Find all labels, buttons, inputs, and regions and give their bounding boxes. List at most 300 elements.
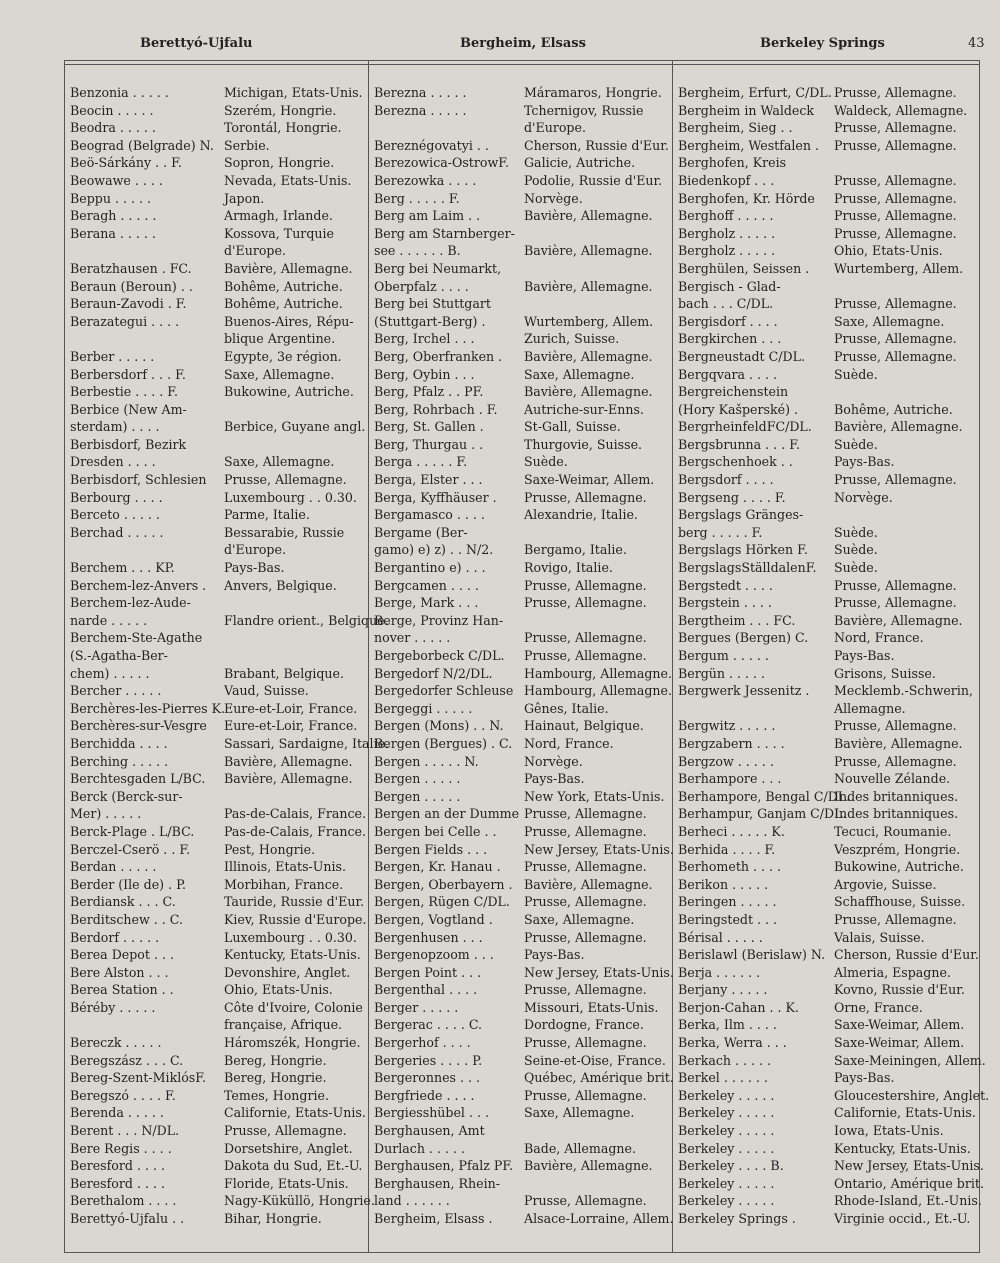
- gazetteer-entry: [678, 999, 974, 1017]
- gazetteer-entry: [374, 665, 672, 683]
- place-name: Bergen (Bergues) . C.: [374, 735, 513, 751]
- gazetteer-entry: [70, 1122, 362, 1140]
- place-name: Bergen, Vogtland .: [374, 911, 493, 927]
- place-name: Berhida . . . . F.: [678, 841, 776, 857]
- place-name: Bergsbrunna . . . F.: [678, 436, 800, 452]
- gazetteer-entry: [678, 911, 974, 929]
- place-location: Nord, France.: [524, 735, 614, 751]
- place-location: Kiev, Russie d'Europe.: [224, 911, 367, 927]
- place-location: Wurtemberg, Allem.: [524, 313, 654, 329]
- place-location: Prusse, Allemagne.: [834, 225, 957, 241]
- place-location: Dorsetshire, Anglet.: [224, 1140, 353, 1156]
- place-location: Bukowine, Autriche.: [834, 859, 964, 875]
- place-name: Bergiesshübel . . .: [374, 1105, 489, 1121]
- gazetteer-entry: [374, 823, 666, 841]
- gazetteer-entry: [678, 1210, 974, 1228]
- gazetteer-entry: [678, 823, 974, 841]
- gazetteer-entry: [70, 629, 362, 647]
- place-name: Bergeries . . . . P.: [374, 1052, 483, 1068]
- gazetteer-entry: [678, 172, 974, 190]
- place-name: Berchem . . . KP.: [70, 560, 175, 576]
- gazetteer-entry: [70, 524, 362, 542]
- place-name: Berga . . . . . F.: [374, 454, 468, 470]
- place-location: française, Afrique.: [224, 1017, 343, 1033]
- place-name: Beraun-Zavodi . F.: [70, 296, 187, 312]
- place-name: Berg, Oybin . . .: [374, 366, 475, 382]
- gazetteer-entry: [70, 700, 362, 718]
- place-location: Suède.: [834, 524, 878, 540]
- place-location: Saxe-Weimar, Allem.: [834, 1017, 965, 1033]
- place-location: Máramaros, Hongrie.: [524, 85, 662, 100]
- gazetteer-entry: [678, 524, 974, 542]
- place-name: Benzonia . . . . .: [70, 85, 169, 100]
- place-name: Bergeborbeck C/DL.: [374, 648, 505, 663]
- gazetteer-entry: [374, 190, 666, 208]
- place-location: d'Europe.: [524, 120, 586, 136]
- gazetteer-entry: [678, 506, 974, 524]
- place-name: Bergseng . . . . F.: [678, 489, 786, 505]
- gazetteer-entry: [70, 735, 390, 753]
- place-name: Berka, Werra . . .: [678, 1035, 787, 1051]
- place-location: Bavière, Allemagne.: [524, 243, 653, 259]
- gazetteer-entry: [70, 330, 362, 348]
- gazetteer-entry: [374, 700, 666, 718]
- place-location: Bavière, Allemagne.: [224, 753, 353, 769]
- place-location: Cherson, Russie d'Eur.: [524, 137, 669, 153]
- gazetteer-entry: [70, 436, 362, 454]
- gazetteer-entry: [374, 348, 666, 366]
- gazetteer-entry: [70, 225, 362, 243]
- place-name: land . . . . . .: [374, 1193, 450, 1209]
- place-name: Berethalom . . . .: [70, 1193, 177, 1209]
- gazetteer-entry: [678, 700, 974, 718]
- place-name: Bergisdorf . . . .: [678, 313, 778, 329]
- place-location: Kossova, Turquie: [224, 225, 334, 241]
- place-location: Prusse, Allemagne.: [834, 348, 957, 364]
- gazetteer-entry: [374, 506, 666, 524]
- gazetteer-entry: [374, 1175, 666, 1193]
- place-name: Berkach . . . . .: [678, 1052, 772, 1068]
- place-location: Pest, Hongrie.: [224, 841, 316, 857]
- gazetteer-entry: [678, 1122, 974, 1140]
- place-location: Tauride, Russie d'Eur.: [224, 894, 365, 910]
- gazetteer-entry: [678, 84, 974, 102]
- place-name: Berenda . . . . .: [70, 1105, 164, 1121]
- place-location: Brabant, Belgique.: [224, 665, 344, 681]
- gazetteer-entry: [70, 788, 362, 806]
- place-name: Berg, Irchel . . .: [374, 331, 475, 347]
- place-name: gamo) e) z) . . N/2.: [374, 542, 494, 558]
- place-name: Berg bei Stuttgart: [374, 296, 491, 312]
- place-location: Prusse, Allemagne.: [524, 929, 647, 945]
- gazetteer-entry: [374, 735, 666, 753]
- gazetteer-entry: [678, 453, 974, 471]
- place-name: Berga, Elster . . .: [374, 472, 483, 488]
- place-name: nover . . . . .: [374, 630, 451, 646]
- gazetteer-entry: [374, 1122, 666, 1140]
- place-name: Bergheim, Elsass .: [374, 1211, 493, 1226]
- place-location: Morbihan, France.: [224, 876, 344, 892]
- gazetteer-entry: [678, 770, 974, 788]
- gazetteer-entry: [70, 929, 362, 947]
- gazetteer-entry: [678, 471, 974, 489]
- place-name: Berbice (New Am-: [70, 401, 187, 417]
- gazetteer-entry: [374, 788, 666, 806]
- running-header: [0, 36, 1000, 56]
- place-name: Beograd (Belgrade) N.: [70, 137, 214, 153]
- place-name: Beppu . . . . .: [70, 190, 151, 206]
- place-name: Berent . . . N/DL.: [70, 1123, 180, 1139]
- place-name: Berka, Ilm . . . .: [678, 1017, 777, 1033]
- gazetteer-entry: [70, 453, 362, 471]
- place-name: Bergzabern . . . .: [678, 735, 785, 751]
- place-name: Bergreichenstein: [678, 384, 789, 400]
- gazetteer-entry: [70, 418, 366, 436]
- gazetteer-entry: [70, 541, 362, 559]
- place-name: Berja . . . . . .: [678, 964, 761, 980]
- place-name: berg . . . . . F.: [678, 524, 763, 540]
- place-location: Prusse, Allemagne.: [834, 595, 957, 611]
- gazetteer-entry: [678, 418, 974, 436]
- place-name: Bergcamen . . . .: [374, 577, 479, 593]
- place-location: Prusse, Allemagne.: [834, 296, 957, 312]
- place-name: Bergen . . . . .: [374, 771, 461, 787]
- place-location: Ohio, Etats-Unis.: [834, 243, 943, 259]
- gazetteer-entry: [374, 876, 666, 894]
- place-location: Saxe, Allemagne.: [524, 911, 635, 927]
- place-location: Prusse, Allemagne.: [834, 120, 957, 136]
- place-location: Bavière, Allemagne.: [524, 348, 653, 364]
- gazetteer-entry: [374, 964, 674, 982]
- gazetteer-entry: [678, 647, 974, 665]
- gazetteer-entry: [70, 119, 362, 137]
- place-location: Bavière, Allemagne.: [524, 1158, 653, 1174]
- gazetteer-entry: [678, 1157, 984, 1175]
- place-location: Eure-et-Loir, France.: [224, 718, 358, 734]
- place-name: Bergslags Hörken F.: [678, 542, 808, 558]
- gazetteer-entry: [678, 366, 974, 384]
- place-location: Zurich, Suisse.: [524, 331, 620, 347]
- place-location: Bohême, Autriche.: [224, 278, 343, 294]
- place-location: Prusse, Allemagne.: [524, 806, 647, 822]
- gazetteer-entry: [70, 1175, 362, 1193]
- gazetteer-entry: [374, 242, 666, 260]
- place-name: Bergstein . . . .: [678, 595, 772, 611]
- place-name: Berghofen, Kreis: [678, 155, 787, 171]
- place-name: Bergame (Ber-: [374, 524, 468, 540]
- place-name: Berghülen, Seissen .: [678, 260, 810, 276]
- gazetteer-entry: [374, 524, 666, 542]
- place-location: Bavière, Allemagne.: [524, 384, 653, 400]
- place-location: Serbie.: [224, 137, 270, 153]
- place-location: Armagh, Irlande.: [224, 208, 333, 224]
- place-name: Bergheim, Westfalen .: [678, 137, 819, 153]
- gazetteer-entry: [374, 313, 666, 331]
- gazetteer-entry: [70, 242, 362, 260]
- place-name: Bergzow . . . . .: [678, 753, 774, 769]
- place-name: Bergedorf N/2/DL.: [374, 665, 493, 681]
- place-location: New York, Etats-Unis.: [524, 788, 665, 804]
- place-location: Bihar, Hongrie.: [224, 1211, 322, 1226]
- gazetteer-entry: [70, 471, 362, 489]
- place-location: Prusse, Allemagne.: [524, 859, 647, 875]
- place-location: Indes britanniques.: [834, 788, 959, 804]
- gazetteer-entry: [374, 278, 666, 296]
- place-name: Beratzhausen . FC.: [70, 260, 192, 276]
- place-name: BergslagsStälldalenF.: [678, 560, 817, 576]
- place-name: Beocin . . . . .: [70, 102, 154, 118]
- place-name: Berbestie . . . . F.: [70, 384, 179, 400]
- place-name: Berea Depot . . .: [70, 947, 174, 963]
- gazetteer-entry: [374, 1210, 674, 1228]
- gazetteer-entry: [70, 876, 362, 894]
- place-location: d'Europe.: [224, 542, 286, 558]
- place-name: Bergerac . . . . C.: [374, 1017, 483, 1033]
- place-location: Háromszék, Hongrie.: [224, 1035, 361, 1051]
- place-location: Argovie, Suisse.: [834, 876, 937, 892]
- place-location: Thurgovie, Suisse.: [524, 436, 643, 452]
- place-location: Mecklemb.-Schwerin,: [834, 683, 973, 699]
- column-divider: [368, 60, 369, 1253]
- place-name: Berhometh . . . .: [678, 859, 782, 875]
- place-name: Bergslags Gränges-: [678, 507, 804, 523]
- gazetteer-entry: [678, 242, 974, 260]
- place-name: Berkel . . . . . .: [678, 1070, 768, 1086]
- place-location: Michigan, Etats-Unis.: [224, 85, 363, 100]
- gazetteer-entry: [70, 1069, 362, 1087]
- gazetteer-entry: [374, 1104, 666, 1122]
- gazetteer-entry: [678, 225, 974, 243]
- place-location: Pays-Bas.: [524, 771, 585, 787]
- place-name: Berching . . . . .: [70, 753, 169, 769]
- place-name: Berjon-Cahan . . K.: [678, 999, 799, 1015]
- gazetteer-entry: [70, 1210, 362, 1228]
- place-location: Saxe, Allemagne.: [524, 366, 635, 382]
- gazetteer-entry: [374, 541, 666, 559]
- place-location: d'Europe.: [224, 243, 286, 259]
- place-name: Bereczk . . . . .: [70, 1035, 162, 1051]
- place-location: Prusse, Allemagne.: [834, 85, 957, 100]
- place-name: Berber . . . . .: [70, 348, 155, 364]
- place-location: Côte d'Ivoire, Colonie: [224, 999, 363, 1015]
- gazetteer-entry: [70, 594, 362, 612]
- header-right: Berkeley Springs: [760, 36, 885, 51]
- gazetteer-entry: [70, 172, 362, 190]
- gazetteer-entry: [678, 1069, 974, 1087]
- gazetteer-entry: [678, 805, 974, 823]
- gazetteer-entry: [70, 489, 362, 507]
- place-location: Parme, Italie.: [224, 507, 310, 523]
- gazetteer-entry: [678, 119, 974, 137]
- gazetteer-entry: [70, 102, 362, 120]
- place-name: Berg, Pfalz . . PF.: [374, 384, 484, 400]
- place-location: Prusse, Allemagne.: [834, 577, 957, 593]
- place-name: Berazategui . . . .: [70, 313, 180, 329]
- gazetteer-entry: [678, 946, 979, 964]
- place-location: Prusse, Allemagne.: [834, 190, 957, 206]
- gazetteer-entry: [70, 190, 362, 208]
- gazetteer-entry: [374, 717, 666, 735]
- gazetteer-entry: [70, 665, 362, 683]
- gazetteer-entry: [374, 858, 666, 876]
- gazetteer-entry: [374, 805, 666, 823]
- place-name: Bergen, Oberbayern .: [374, 876, 513, 892]
- gazetteer-entry: [374, 981, 666, 999]
- place-name: Bere Regis . . . .: [70, 1140, 172, 1156]
- place-location: Pays-Bas.: [834, 454, 895, 470]
- place-location: Nevada, Etats-Unis.: [224, 172, 352, 188]
- place-location: Hambourg, Allemagne.: [524, 683, 672, 699]
- gazetteer-entry: [678, 383, 974, 401]
- gazetteer-entry: [678, 981, 974, 999]
- gazetteer-entry: [70, 770, 362, 788]
- place-location: Prusse, Allemagne.: [524, 630, 647, 646]
- gazetteer-entry: [678, 102, 974, 120]
- place-location: Norvège.: [834, 489, 893, 505]
- place-location: Torontál, Hongrie.: [224, 120, 342, 136]
- gazetteer-entry: [374, 893, 666, 911]
- gazetteer-entry: [678, 753, 974, 771]
- place-location: Gênes, Italie.: [524, 700, 609, 716]
- place-location: Suède.: [834, 436, 878, 452]
- place-name: Berhampur, Ganjam C/DL.: [678, 806, 847, 822]
- place-location: St-Gall, Suisse.: [524, 419, 621, 435]
- gazetteer-entry: [374, 102, 666, 120]
- place-name: Bergum . . . . .: [678, 648, 769, 663]
- place-location: Bavière, Allemagne.: [834, 735, 963, 751]
- gazetteer-entry: [678, 489, 974, 507]
- gazetteer-entry: [678, 436, 974, 454]
- place-name: Bergkirchen . . .: [678, 331, 782, 347]
- place-name: Berhampore, Bengal C/DL.: [678, 788, 851, 804]
- gazetteer-entry: [374, 911, 666, 929]
- gazetteer-entry: [374, 418, 666, 436]
- gazetteer-entry: [678, 1140, 974, 1158]
- place-name: Berchidda . . . .: [70, 735, 168, 751]
- place-name: Bergen an der Dumme: [374, 806, 520, 822]
- place-location: Ontario, Amérique brit.: [834, 1175, 984, 1191]
- place-location: Saxe, Allemagne.: [224, 366, 335, 382]
- gazetteer-entry: [374, 753, 666, 771]
- gazetteer-entry: [678, 1087, 990, 1105]
- place-location: New Jersey, Etats-Unis.: [524, 964, 674, 980]
- place-name: Bergheim, Erfurt, C/DL.: [678, 85, 832, 100]
- gazetteer-entry: [70, 1016, 362, 1034]
- place-location: Buenos-Aires, Répu-: [224, 313, 354, 329]
- place-location: Almeria, Espagne.: [834, 964, 951, 980]
- place-location: Anvers, Belgique.: [224, 577, 337, 593]
- table-frame-inner-rule: [64, 64, 980, 65]
- place-location: Veszprém, Hongrie.: [834, 841, 961, 857]
- place-name: Berbisdorf, Schlesien: [70, 472, 207, 488]
- gazetteer-entry: [70, 1087, 362, 1105]
- place-location: blique Argentine.: [224, 331, 336, 347]
- gazetteer-entry: [70, 154, 362, 172]
- place-name: Berg, St. Gallen .: [374, 419, 484, 435]
- place-name: Berck (Berck-sur-: [70, 788, 183, 804]
- gazetteer-entry: [70, 981, 362, 999]
- gazetteer-entry: [678, 1016, 974, 1034]
- place-location: Prusse, Allemagne.: [834, 172, 957, 188]
- place-location: Luxembourg . . 0.30.: [224, 929, 357, 945]
- place-name: Berghausen, Pfalz PF.: [374, 1158, 514, 1174]
- place-name: Bergneustadt C/DL.: [678, 348, 805, 364]
- gazetteer-entry: [374, 1140, 666, 1158]
- place-name: Berkeley . . . . .: [678, 1123, 775, 1139]
- place-location: Hambourg, Allemagne.: [524, 665, 672, 681]
- gazetteer-entry: [374, 154, 666, 172]
- gazetteer-entry: [678, 577, 974, 595]
- place-location: Prusse, Allemagne.: [224, 472, 347, 488]
- gazetteer-entry: [70, 366, 362, 384]
- place-location: Japon.: [224, 190, 265, 206]
- place-location: Schaffhouse, Suisse.: [834, 894, 966, 910]
- gazetteer-entry: [70, 647, 362, 665]
- place-location: Bavière, Allemagne.: [224, 771, 353, 787]
- place-name: Berg am Laim . .: [374, 208, 481, 224]
- gazetteer-entry: [374, 629, 666, 647]
- place-location: Dordogne, France.: [524, 1017, 644, 1033]
- place-name: Bergwitz . . . . .: [678, 718, 776, 734]
- gazetteer-entry: [678, 313, 974, 331]
- place-name: Beringen . . . . .: [678, 894, 777, 910]
- place-name: chem) . . . . .: [70, 665, 150, 681]
- place-location: Prusse, Allemagne.: [524, 577, 647, 593]
- place-name: Bergen . . . . .: [374, 788, 461, 804]
- entries-column-1: [70, 84, 390, 1228]
- entries-column-2: [374, 84, 674, 1228]
- place-name: Bergerhof . . . .: [374, 1035, 471, 1051]
- place-location: Temes, Hongrie.: [224, 1087, 329, 1103]
- place-location: Nord, France.: [834, 630, 924, 646]
- place-name: Durlach . . . . .: [374, 1140, 465, 1156]
- gazetteer-entry: [374, 946, 666, 964]
- place-location: Iowa, Etats-Unis.: [834, 1123, 944, 1139]
- place-name: Berghausen, Rhein-: [374, 1175, 500, 1191]
- gazetteer-entry: [374, 225, 666, 243]
- gazetteer-entry: [374, 929, 666, 947]
- place-name: Berdan . . . . .: [70, 859, 157, 875]
- place-location: Bavière, Allemagne.: [834, 419, 963, 435]
- place-name: Berghausen, Amt: [374, 1123, 485, 1139]
- gazetteer-entry: [678, 260, 974, 278]
- place-location: Prusse, Allemagne.: [524, 1193, 647, 1209]
- place-name: Beragh . . . . .: [70, 208, 157, 224]
- place-location: Californie, Etats-Unis.: [834, 1105, 976, 1121]
- gazetteer-entry: [374, 612, 666, 630]
- gazetteer-entry: [70, 805, 366, 823]
- place-name: Berbersdorf . . . F.: [70, 366, 186, 382]
- place-location: Sopron, Hongrie.: [224, 155, 335, 171]
- place-name: Berczel-Cserö . . F.: [70, 841, 191, 857]
- place-name: Bérisal . . . . .: [678, 929, 763, 945]
- place-name: Berchem-lez-Anvers .: [70, 577, 207, 593]
- place-location: New Jersey, Etats-Unis.: [524, 841, 674, 857]
- place-location: Hainaut, Belgique.: [524, 718, 644, 734]
- place-name: Berezna . . . . .: [374, 102, 467, 118]
- entries-column-3: [678, 84, 990, 1228]
- place-name: Bergqvara . . . .: [678, 366, 778, 382]
- gazetteer-entry: [70, 893, 365, 911]
- gazetteer-entry: [374, 172, 666, 190]
- place-name: Berge, Provinz Han-: [374, 612, 504, 628]
- gazetteer-entry: [70, 1104, 366, 1122]
- place-name: Bergen, Rügen C/DL.: [374, 894, 510, 910]
- gazetteer-entry: [678, 1034, 974, 1052]
- place-name: Berkeley . . . . .: [678, 1105, 775, 1121]
- gazetteer-entry: [678, 876, 974, 894]
- gazetteer-entry: [678, 735, 974, 753]
